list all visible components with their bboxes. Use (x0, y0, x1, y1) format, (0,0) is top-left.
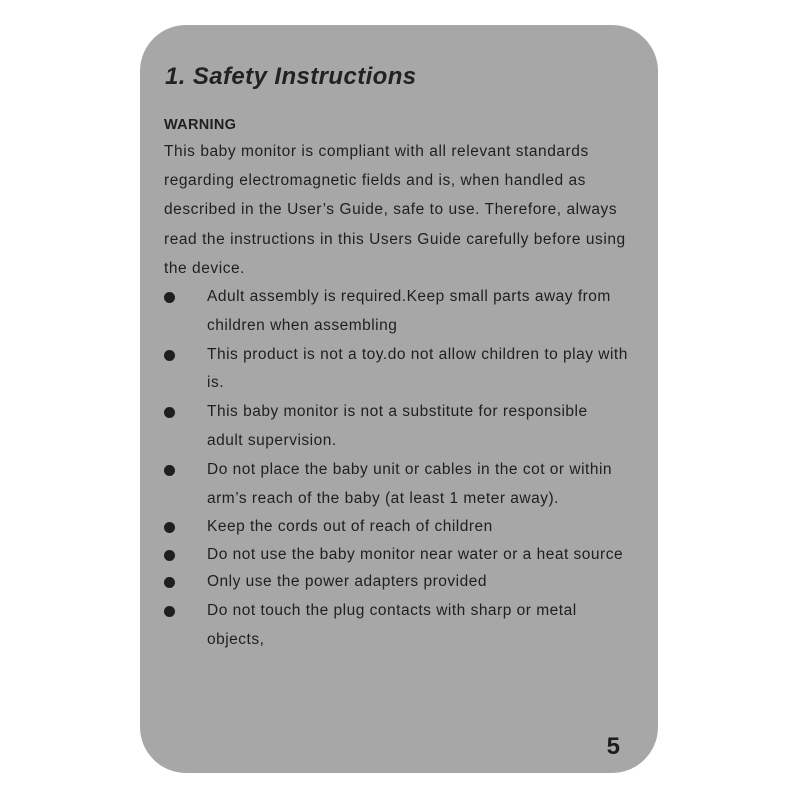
bullet-text: This baby monitor is not a substitute for responsible adult supervision. (207, 403, 588, 449)
bullet-text: Only use the power adapters provided (207, 573, 487, 591)
manual-page-card (140, 25, 658, 773)
warning-heading: WARNING (164, 117, 237, 133)
list-item (140, 542, 658, 569)
bullet-icon (164, 350, 175, 361)
bullet-icon (164, 407, 175, 418)
page-title: 1. Safety Instructions (165, 63, 417, 90)
warning-paragraph: This baby monitor is compliant with all relevant standards regarding electromagnetic fields and is, when handled as described in the User’s Guide, safe to use. Therefore, always read the instructions in this Users Guide carefully before using the device. (164, 143, 626, 277)
list-item (140, 513, 658, 542)
bullet-icon (164, 606, 175, 617)
list-item (140, 283, 658, 341)
bullet-text: Adult assembly is required.Keep small parts away from children when assembling (207, 288, 611, 334)
page-number: 5 (606, 733, 620, 760)
bullet-text: Do not touch the plug contacts with sharp or metal objects, (207, 601, 577, 648)
bullet-icon (164, 292, 175, 303)
bullet-text: This product is not a toy.do not allow children to play with is. (207, 345, 628, 392)
bullet-text: Do not place the baby unit or cables in the cot or within arm’s reach of the baby (at least 1 meter away). (207, 460, 613, 507)
bullet-icon (164, 465, 175, 476)
list-item (140, 341, 658, 399)
safety-bullet-list (140, 283, 658, 654)
bullet-icon (164, 577, 175, 588)
list-item (140, 568, 658, 597)
bullet-text: Do not use the baby monitor near water or a heat source (207, 545, 624, 563)
list-item (140, 597, 658, 655)
bullet-icon (164, 522, 175, 533)
bullet-icon (164, 550, 175, 561)
bullet-text: Keep the cords out of reach of children (207, 518, 493, 536)
list-item (140, 398, 658, 456)
list-item (140, 456, 658, 514)
